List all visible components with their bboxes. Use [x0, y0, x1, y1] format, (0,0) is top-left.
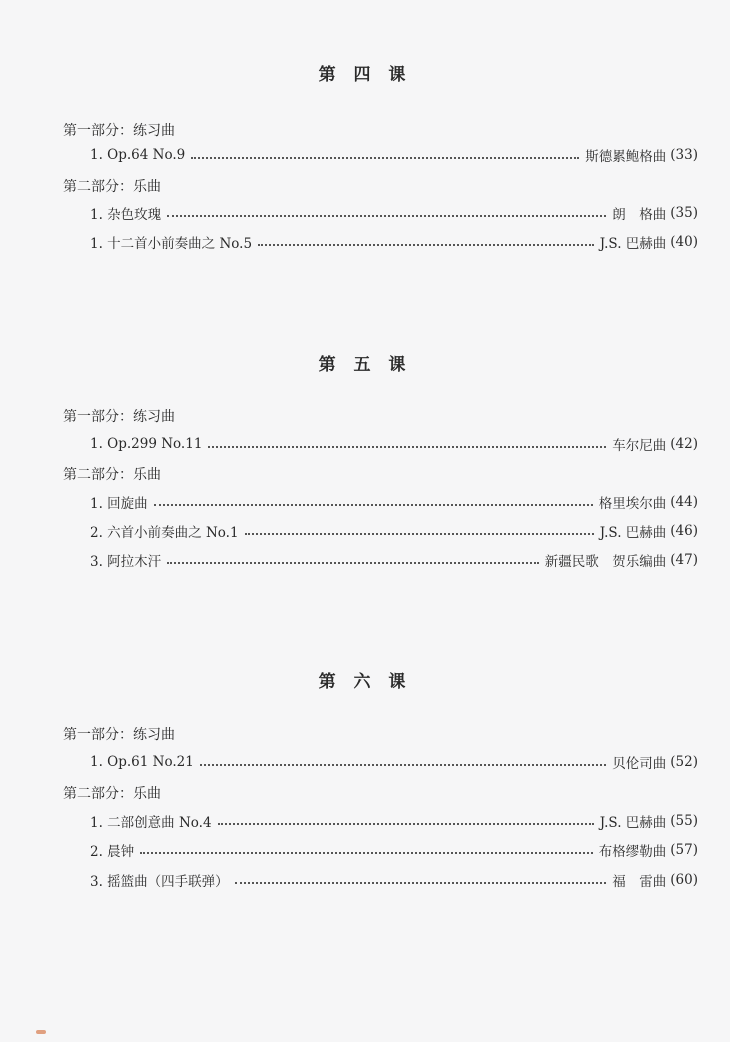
- dot-leader: [218, 823, 594, 825]
- entry-composer: 车尔尼曲: [612, 438, 667, 454]
- entry-composer: 朗 格曲: [612, 207, 667, 223]
- entry-title: 1. Op.61 No.21: [90, 754, 194, 770]
- entry-composer: 新疆民歌 贺乐编曲: [544, 554, 667, 570]
- lesson-title: 第 五 课: [318, 355, 412, 375]
- entry-title: 1. 十二首小前奏曲之 No.5: [90, 236, 253, 252]
- toc-entry[interactable]: [90, 811, 698, 831]
- entry-page: (42): [670, 436, 698, 452]
- entry-title: 2. 六首小前奏曲之 No.1: [90, 525, 239, 541]
- entry-title: 2. 晨钟: [90, 844, 135, 860]
- entry-page: (55): [670, 813, 698, 829]
- entry-title: 1. Op.299 No.11: [90, 436, 203, 452]
- entry-title: 1. 杂色玫瑰: [90, 207, 162, 223]
- toc-entry[interactable]: [90, 521, 698, 541]
- entry-composer: 福 雷曲: [612, 874, 667, 890]
- entry-title: 1. 回旋曲: [90, 496, 148, 512]
- entry-composer: 贝伦司曲: [612, 756, 667, 772]
- scan-mark: [36, 1030, 46, 1034]
- entry-page: (35): [670, 205, 698, 221]
- dot-leader: [208, 446, 606, 448]
- entry-composer: J.S. 巴赫曲: [599, 815, 667, 831]
- dot-leader: [235, 882, 607, 884]
- dot-leader: [245, 533, 594, 535]
- entry-composer: 布格缪勒曲: [598, 844, 667, 860]
- part-heading: 第一部分：练习曲: [63, 727, 175, 743]
- entry-title: 3. 摇篮曲（四手联弹）: [90, 874, 229, 890]
- entry-title: 1. Op.64 No.9: [90, 147, 186, 163]
- dot-leader: [154, 504, 593, 506]
- part-heading: 第一部分：练习曲: [63, 409, 175, 425]
- lesson-title: 第 四 课: [318, 65, 412, 85]
- entry-page: (60): [670, 872, 698, 888]
- dot-leader: [140, 852, 593, 854]
- entry-title: 3. 阿拉木汗: [90, 554, 162, 570]
- lesson-title: 第 六 课: [318, 672, 412, 692]
- part-heading: 第二部分：乐曲: [63, 179, 161, 195]
- entry-composer: 斯德累鲍格曲: [585, 149, 667, 165]
- toc-entry[interactable]: [90, 232, 698, 252]
- dot-leader: [167, 215, 606, 217]
- toc-entry[interactable]: [90, 434, 698, 454]
- toc-entry[interactable]: [90, 203, 698, 223]
- entry-page: (47): [670, 552, 698, 568]
- dot-leader: [191, 157, 579, 159]
- entry-composer: 格里埃尔曲: [598, 496, 667, 512]
- entry-composer: J.S. 巴赫曲: [599, 236, 667, 252]
- entry-composer: J.S. 巴赫曲: [599, 525, 667, 541]
- entry-page: (52): [670, 754, 698, 770]
- dot-leader: [200, 764, 606, 766]
- entry-title: 1. 二部创意曲 No.4: [90, 815, 212, 831]
- entry-page: (40): [670, 234, 698, 250]
- part-heading: 第一部分：练习曲: [63, 123, 175, 139]
- entry-page: (44): [670, 494, 698, 510]
- dot-leader: [167, 562, 539, 564]
- toc-entry[interactable]: [90, 752, 698, 772]
- toc-entry[interactable]: [90, 492, 698, 512]
- entry-page: (46): [670, 523, 698, 539]
- toc-entry[interactable]: [90, 550, 698, 570]
- toc-entry[interactable]: [90, 145, 698, 165]
- toc-entry[interactable]: [90, 870, 698, 890]
- part-heading: 第二部分：乐曲: [63, 467, 161, 483]
- part-heading: 第二部分：乐曲: [63, 786, 161, 802]
- entry-page: (33): [670, 147, 698, 163]
- toc-entry[interactable]: [90, 840, 698, 860]
- entry-page: (57): [670, 842, 698, 858]
- dot-leader: [258, 244, 594, 246]
